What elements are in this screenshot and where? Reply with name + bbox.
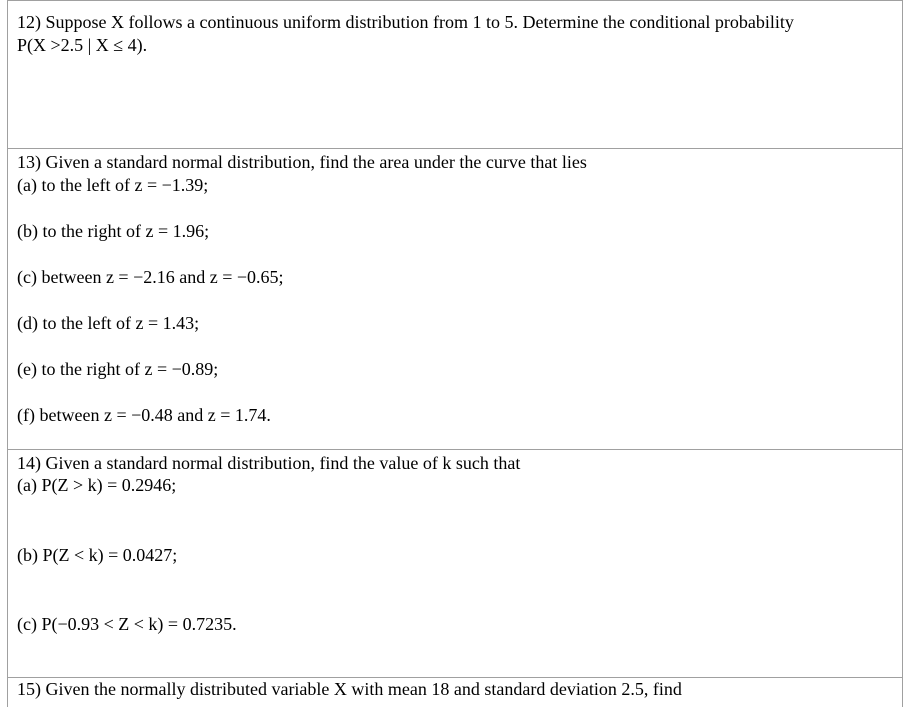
question-12-expression: P(X >2.5 | X ≤ 4). [17, 35, 148, 55]
question-12-text: 12) Suppose X follows a continuous uniform distribution from 1 to 5. Determine the conditional probability [17, 12, 794, 32]
question-14-cell [7, 449, 903, 677]
question-13-part-b: (b) to the right of z = 1.96; [17, 221, 210, 241]
question-14-part-b: (b) P(Z < k) = 0.0427; [17, 545, 178, 565]
question-13-cell [7, 148, 903, 449]
question-12-cell [7, 0, 903, 148]
question-13-intro: 13) Given a standard normal distribution, find the area under the curve that lies [17, 152, 587, 172]
question-13-part-c: (c) between z = −2.16 and z = −0.65; [17, 267, 284, 287]
question-13-part-a: (a) to the left of z = −1.39; [17, 175, 209, 195]
question-13-part-e: (e) to the right of z = −0.89; [17, 359, 219, 379]
question-15-cell [7, 677, 903, 707]
question-14-intro: 14) Given a standard normal distribution, find the value of k such that [17, 453, 521, 473]
question-13-part-f: (f) between z = −0.48 and z = 1.74. [17, 405, 271, 425]
question-14-part-c: (c) P(−0.93 < Z < k) = 0.7235. [17, 614, 237, 634]
question-14-part-a: (a) P(Z > k) = 0.2946; [17, 475, 177, 495]
question-13-part-d: (d) to the left of z = 1.43; [17, 313, 200, 333]
question-15-partial-text: 15) Given the normally distributed variable X with mean 18 and standard deviation 2.5, find [17, 679, 682, 699]
